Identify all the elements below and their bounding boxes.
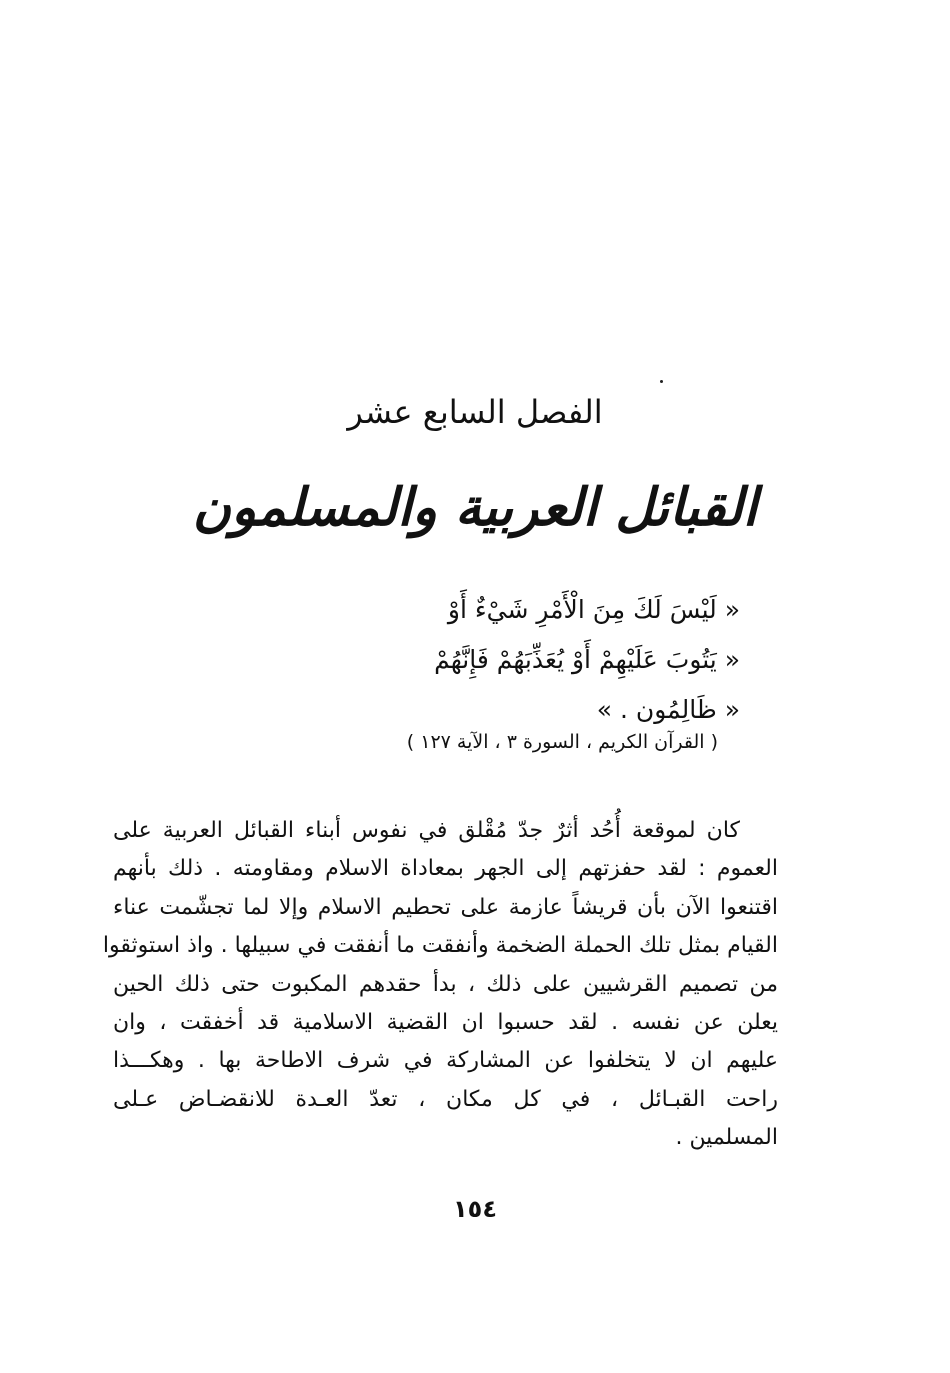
body-line: كان لموقعة أُحُد أثرٌ جدّ مُقْلق في نفوس أبناء القبائل العربية على [113, 818, 740, 843]
body-line: القيام بمثل تلك الحملة الضخمة وأنفقت ما أنفقت في سبيلها . واذ استوثقوا [102, 933, 778, 959]
quote-line: « يَتُوبَ عَلَيْهِمْ أَوْ يُعَذِّبَهُمْ فَإِنَّهُمْ [434, 645, 740, 674]
chapter-label: الفصل السابع عشر [347, 393, 603, 431]
ink-speck [660, 380, 663, 383]
body-line: اقتنعوا الآن بأن قريشاً عازمة على تحطيم الاسلام وإلا لما تجشّمت عناء [113, 894, 778, 920]
body-line: عليهم ان لا يتخلفوا عن المشاركة في شرف الاطاحة بها . وهكـــذا [113, 1048, 778, 1074]
quote-source: ( القرآن الكريم ، السورة ٣ ، الآية ١٢٧ ) [406, 731, 718, 753]
quote-line: « ظَالِمُون . » [596, 695, 740, 724]
body-paragraph [102, 812, 778, 1158]
page-number: ١٥٤ [453, 1195, 497, 1223]
body-line: العموم : لقد حفزتهم إلى الجهر بمعاداة الاسلام ومقاومته . ذلك بأنهم [113, 856, 778, 882]
body-line: المسلمين . [675, 1125, 778, 1151]
body-line: من تصميم القرشيين على ذلك ، بدأ حقدهم المكبوت حتى ذلك الحين [113, 971, 778, 997]
body-line: راحت القبـائل ، في كل مكان ، تعدّ العـدة للانقضـاض عـلى [113, 1086, 778, 1112]
body-line: يعلن عن نفسه . لقد حسبوا ان القضية الاسلامية قد أخفقت ، وان [113, 1009, 778, 1035]
quote-line: « لَيْسَ لَكَ مِنَ الْأَمْرِ شَيْءٌ أَوْ [447, 595, 740, 624]
chapter-title: القبائل العربية والمسلمون [192, 478, 758, 538]
quran-quote [180, 585, 740, 735]
